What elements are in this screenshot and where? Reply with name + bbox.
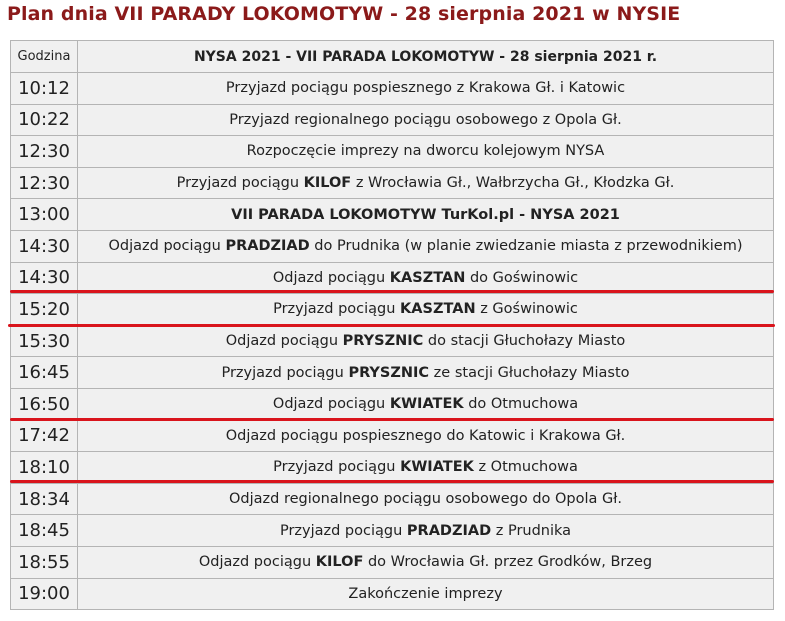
- row-description: [78, 388, 774, 420]
- row-description-text: Odjazd pociągu pospiesznego do Katowic i Krakowa Gł.: [225, 427, 626, 444]
- row-description: [78, 515, 774, 547]
- row-time: 10:12: [11, 73, 78, 105]
- row-description: [78, 483, 774, 515]
- row-description-text: z Otmuchowa: [473, 459, 578, 476]
- row-description: [78, 199, 774, 231]
- table-row: [11, 294, 774, 326]
- row-description: [78, 357, 774, 389]
- table-row: [11, 388, 774, 420]
- train-name: KILOF: [303, 175, 352, 192]
- row-time: 12:30: [11, 167, 78, 199]
- row-description-text: Przyjazd pociągu: [176, 175, 304, 192]
- highlight-line-kwiatek-top: [10, 418, 774, 421]
- row-description-text: Odjazd pociągu: [272, 396, 390, 413]
- table-row: [11, 325, 774, 357]
- table-row: [11, 104, 774, 136]
- row-description-text: Przyjazd pociągu: [279, 522, 407, 539]
- row-time: 15:20: [11, 294, 78, 326]
- row-time: 12:30: [11, 136, 78, 168]
- highlight-line-kasztan-bottom: [8, 324, 775, 327]
- row-description-text: Przyjazd pociągu: [273, 301, 401, 318]
- highlight-line-kwiatek-bottom: [10, 480, 774, 483]
- train-name: VII PARADA LOKOMOTYW TurKol.pl - NYSA 2021: [231, 206, 620, 223]
- row-time: 18:45: [11, 515, 78, 547]
- table-row: [11, 483, 774, 515]
- row-time: 16:50: [11, 388, 78, 420]
- train-name: PRYSZNIC: [342, 333, 424, 350]
- train-name: PRADZIAD: [225, 238, 310, 255]
- train-name: KASZTAN: [389, 269, 466, 286]
- row-description-text: z Prudnika: [491, 522, 572, 539]
- row-time: 18:10: [11, 452, 78, 484]
- row-description-text: Odjazd pociągu: [108, 238, 226, 255]
- row-description-text: do Wrocławia Gł. przez Grodków, Brzeg: [363, 554, 653, 571]
- row-description: [78, 136, 774, 168]
- train-name: PRYSZNIC: [348, 364, 430, 381]
- row-time: 18:34: [11, 483, 78, 515]
- row-description: [78, 325, 774, 357]
- row-description: [78, 73, 774, 105]
- train-name: KWIATEK: [400, 459, 474, 476]
- row-time: 15:30: [11, 325, 78, 357]
- table-header-row: [11, 41, 774, 73]
- header-description: NYSA 2021 - VII PARADA LOKOMOTYW - 28 sierpnia 2021 r.: [78, 41, 774, 73]
- row-description: [78, 167, 774, 199]
- row-description-text: Odjazd pociągu: [272, 269, 390, 286]
- row-description: [78, 230, 774, 262]
- row-time: 16:45: [11, 357, 78, 389]
- row-description-text: ze stacji Głuchołazy Miasto: [429, 364, 630, 381]
- row-description: [78, 294, 774, 326]
- page-title: Plan dnia VII PARADY LOKOMOTYW - 28 sierpnia 2021 w NYSIE: [7, 3, 681, 25]
- row-description-text: z Goświnowic: [475, 301, 578, 318]
- row-description-text: do Goświnowic: [465, 269, 579, 286]
- table-row: [11, 167, 774, 199]
- row-description: [78, 262, 774, 294]
- row-time: 17:42: [11, 420, 78, 452]
- table-row: [11, 578, 774, 610]
- table-row: [11, 136, 774, 168]
- highlight-line-kasztan-top: [10, 290, 774, 293]
- row-description-text: do stacji Głuchołazy Miasto: [423, 333, 626, 350]
- train-name: PRADZIAD: [406, 522, 492, 539]
- row-time: 19:00: [11, 578, 78, 610]
- train-name: KILOF: [315, 554, 364, 571]
- table-row: [11, 230, 774, 262]
- row-time: 18:55: [11, 546, 78, 578]
- row-description-text: Rozpoczęcie imprezy na dworcu kolejowym NYSA: [246, 143, 605, 160]
- row-description: [78, 578, 774, 610]
- row-description-text: Odjazd regionalnego pociągu osobowego do Opola Gł.: [229, 491, 622, 508]
- table-row: [11, 515, 774, 547]
- row-description: [78, 452, 774, 484]
- table-row: [11, 546, 774, 578]
- table-row: [11, 199, 774, 231]
- row-time: 14:30: [11, 230, 78, 262]
- row-description-text: Odjazd pociągu: [198, 554, 316, 571]
- row-description-text: z Wrocławia Gł., Wałbrzycha Gł., Kłodzka Gł.: [351, 175, 675, 192]
- row-description: [78, 104, 774, 136]
- row-description-text: Odjazd pociągu: [225, 333, 343, 350]
- row-description: [78, 420, 774, 452]
- row-description-text: Przyjazd pociągu pospiesznego z Krakowa Gł. i Katowic: [225, 80, 626, 97]
- row-time: 14:30: [11, 262, 78, 294]
- table-row: [11, 262, 774, 294]
- table-row: [11, 73, 774, 105]
- row-time: 10:22: [11, 104, 78, 136]
- table-row: [11, 420, 774, 452]
- train-name: KASZTAN: [400, 301, 476, 318]
- train-name: KWIATEK: [389, 396, 464, 413]
- header-time: Godzina: [11, 41, 78, 73]
- row-description: [78, 546, 774, 578]
- table-row: [11, 357, 774, 389]
- table-row: [11, 452, 774, 484]
- row-description-text: Przyjazd regionalnego pociągu osobowego z Opola Gł.: [229, 111, 622, 128]
- row-description-text: Przyjazd pociągu: [273, 459, 401, 476]
- row-description-text: do Otmuchowa: [463, 396, 579, 413]
- row-description-text: do Prudnika (w planie zwiedzanie miasta z przewodnikiem): [309, 238, 743, 255]
- row-description-text: Przyjazd pociągu: [221, 364, 349, 381]
- row-time: 13:00: [11, 199, 78, 231]
- row-description-text: Zakończenie imprezy: [348, 585, 503, 602]
